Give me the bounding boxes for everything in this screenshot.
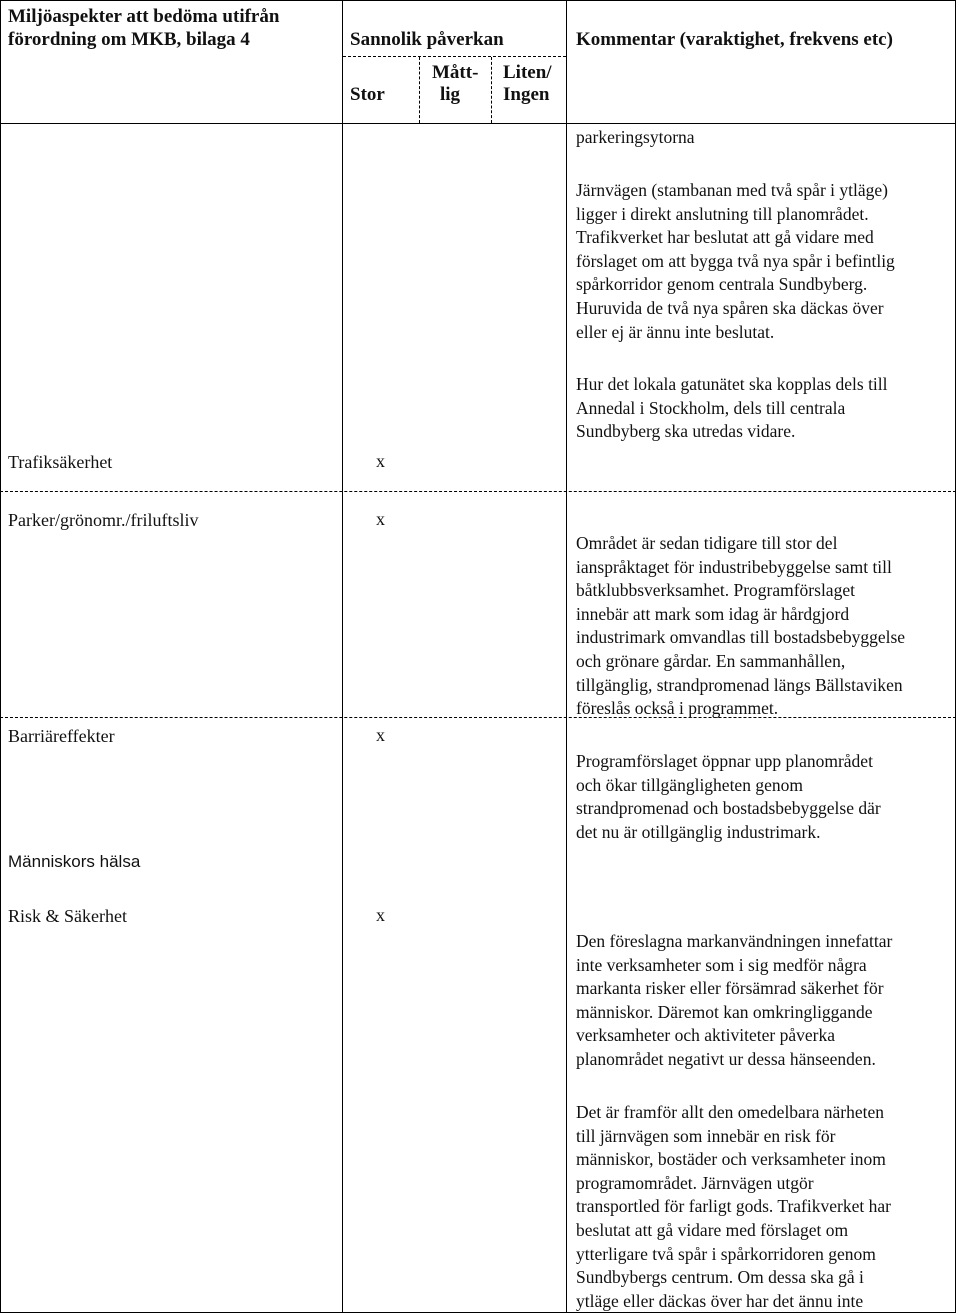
subheader-liten-1: Liten/ xyxy=(503,62,552,83)
row-label-parker: Parker/grönomr./friluftsliv xyxy=(8,510,199,530)
comment-risk-1: Den föreslagna markanvändningen innefattar inte verksamheter som i sig medför några markanta risker eller försämrad säkerhet för människor. Däremot kan omkringliggande verksamheter och aktiviteter påverka planområdet negativt ur dessa hänseenden. xyxy=(576,931,893,1069)
comment-jarnvagen: Järnvägen (stambanan med två spår i ytläge) ligger i direkt anslutning till planområdet. Trafikverket har beslutat att gå vidare med förslaget om att bygga två nya spår i befintlig spårkorridor genom centrala Sundbyberg. Huruvida de två nya spåren ska däckas över eller ej är ännu inte beslutat. xyxy=(576,180,895,342)
subheader-mattlig-2: lig xyxy=(440,84,461,105)
column-divider-2 xyxy=(566,0,567,1313)
header-probability: Sannolik påverkan xyxy=(350,29,504,50)
row-label-risk: Risk & Säkerhet xyxy=(8,906,127,926)
comment-risk-2: Det är framför allt den omedelbara närheten till järnvägen som innebär en risk för människor, bostäder och verksamheter inom programområdet. Järnvägen utgör transportled för farligt gods. Trafikverket har beslutat att gå vidare med förslaget om ytterligare två spår i spårkorridoren genom Sundbybergs centrum. Om dessa ska gå i ytläge eller däckas över har det ännu inte xyxy=(576,1102,891,1311)
subcol-divider-1 xyxy=(419,57,420,123)
row-label-manniskors-halsa: Människors hälsa xyxy=(8,852,141,871)
header-comment: Kommentar (varaktighet, frekvens etc) xyxy=(576,29,893,50)
mark-risk: x xyxy=(376,905,385,925)
header-bottom-line xyxy=(0,123,956,124)
mark-parker: x xyxy=(376,509,385,529)
row-label-trafiksakerhet: Trafiksäkerhet xyxy=(8,452,113,472)
subheader-dashed-line xyxy=(343,56,566,57)
subcol-divider-2 xyxy=(491,57,492,123)
column-divider-1 xyxy=(342,0,343,1313)
header-aspect-line-1: Miljöaspekter att bedöma utifrån xyxy=(8,6,280,27)
header-aspect-line-2: förordning om MKB, bilaga 4 xyxy=(8,29,250,50)
subheader-mattlig-1: Mått- xyxy=(432,62,479,83)
comment-gatunat: Hur det lokala gatunätet ska kopplas dels till Annedal i Stockholm, dels till centrala Sundbyberg ska utredas vidare. xyxy=(576,374,888,442)
mark-trafiksakerhet: x xyxy=(376,451,385,471)
subheader-stor: Stor xyxy=(350,84,385,105)
comment-parker: Området är sedan tidigare till stor del ianspråktaget för industribebyggelse samt till båtklubbsverksamhet. Programförslaget innebär att mark som idag är hårdgjord industrimark omvandlas till bostadsbebyggelse och grönare gårdar. En sammanhållen, tillgänglig, strandpromenad längs Bällstaviken föreslås också i programmet. xyxy=(576,533,906,719)
mark-barriar: x xyxy=(376,725,385,745)
comment-barriar: Programförslaget öppnar upp planområdet och ökar tillgängligheten genom strandpromenad och bostadsbebyggelse där det nu är otillgänglig industrimark. xyxy=(576,751,881,842)
comment-parkering: parkeringsytorna xyxy=(576,127,695,147)
subheader-liten-2: Ingen xyxy=(503,84,550,105)
row-label-barriar: Barriäreffekter xyxy=(8,726,115,746)
row-separator-1 xyxy=(0,491,956,492)
